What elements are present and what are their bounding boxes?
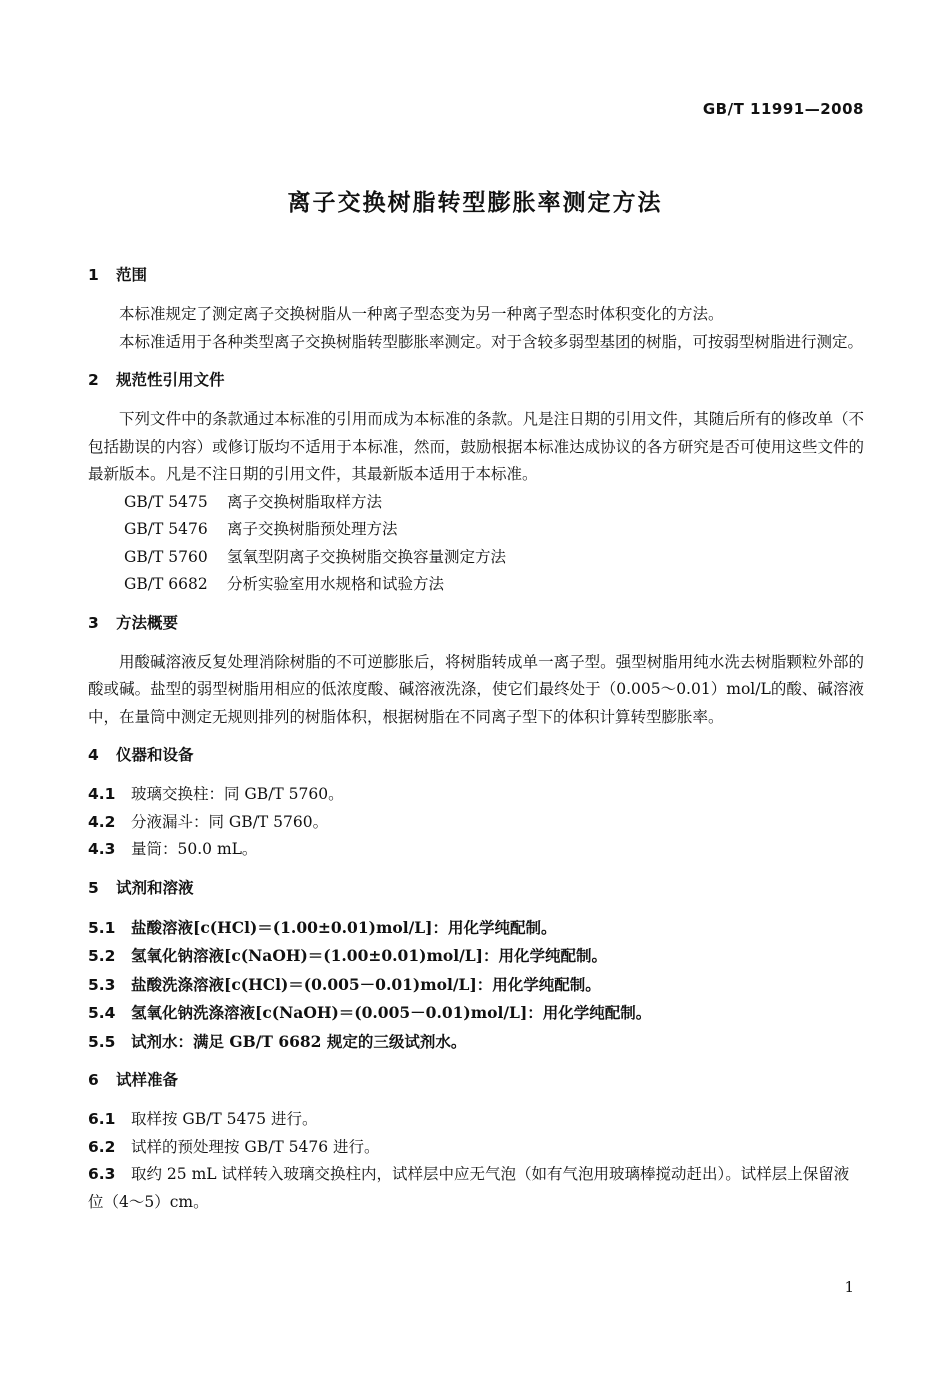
section-title: 方法概要: [116, 613, 179, 632]
clause-text: 量筒：50.0 mL。: [131, 840, 258, 858]
clause-text: 试样的预处理按 GB/T 5476 进行。: [131, 1137, 380, 1156]
clause-number: 6.2: [88, 1137, 116, 1156]
section-title: 范围: [116, 266, 148, 284]
clause-number: 6.1: [88, 1110, 116, 1128]
clause-text: 氢氧化钠溶液[c(NaOH)＝(1.00±0.01)mol/L]：用化学纯配制。: [131, 946, 607, 965]
page-number: 1: [844, 1278, 854, 1296]
section-2-heading: [88, 367, 864, 394]
reference-item: [88, 544, 864, 572]
clause-number: 6.3: [88, 1165, 116, 1183]
clause-item: [88, 1106, 864, 1134]
clause-number: 5.4: [88, 1004, 116, 1022]
section-3-heading: [88, 610, 864, 637]
document-body: [88, 262, 864, 1216]
section-4-heading: [88, 742, 864, 769]
clause-number: 4.1: [88, 785, 116, 803]
section-1-paragraph-2: 本标准适用于各种类型离子交换树脂转型膨胀率测定。对于含较多弱型基团的树脂，可按弱型树脂进行测定。: [119, 332, 864, 351]
sample-preparation-list: [88, 1106, 864, 1216]
reference-code: GB/T 5760: [124, 547, 208, 566]
reference-item: [88, 571, 864, 599]
reference-title: 离子交换树脂预处理方法: [227, 520, 398, 538]
section-number: 6: [88, 1071, 99, 1089]
clause-number: 5.5: [88, 1032, 116, 1051]
clause-number: 5.1: [88, 918, 116, 937]
clause-text: 试剂水：满足 GB/T 6682 规定的三级试剂水。: [131, 1031, 467, 1051]
clause-item: [88, 914, 864, 943]
clause-text: 盐酸溶液[c(HCl)＝(1.00±0.01)mol/L]：用化学纯配制。: [131, 917, 557, 937]
section-title: 仪器和设备: [116, 746, 194, 764]
reference-title: 分析实验室用水规格和试验方法: [227, 575, 445, 593]
reference-code: GB/T 5476: [124, 520, 208, 538]
section-6-heading: [88, 1067, 864, 1094]
clause-item: [88, 836, 864, 864]
clause-item: [88, 1028, 864, 1057]
section-1-heading: [88, 262, 864, 289]
clause-text: 取样按 GB/T 5475 进行。: [131, 1110, 318, 1128]
section-title: 试样准备: [116, 1071, 179, 1089]
reagent-list: [88, 914, 864, 1057]
section-number: 3: [88, 613, 99, 632]
apparatus-list: [88, 781, 864, 864]
clause-item: [88, 1134, 864, 1162]
reference-item: [88, 489, 864, 517]
clause-item: [88, 1161, 864, 1216]
section-5-heading: [88, 875, 864, 902]
clause-number: 4.3: [88, 840, 116, 858]
clause-number: 4.2: [88, 812, 116, 831]
clause-item: [88, 809, 864, 837]
clause-text: 玻璃交换柱：同 GB/T 5760。: [131, 785, 344, 803]
clause-item: [88, 781, 864, 809]
section-title: 规范性引用文件: [116, 371, 225, 389]
clause-text: 取约 25 mL 试样转入玻璃交换柱内，试样层中应无气泡（如有气泡用玻璃棒搅动赶出）。试样层上保留液位（4～5）cm。: [88, 1165, 850, 1211]
section-title: 试剂和溶液: [116, 878, 194, 897]
clause-item: [88, 942, 864, 971]
section-number: 1: [88, 266, 99, 284]
reference-code: GB/T 5475: [124, 492, 208, 511]
clause-item: [88, 971, 864, 1000]
reference-code: GB/T 6682: [124, 575, 208, 593]
standard-code: GB/T 11991—2008: [702, 100, 864, 118]
section-1-paragraph-1: 本标准规定了测定离子交换树脂从一种离子型态变为另一种离子型态时体积变化的方法。: [119, 305, 724, 323]
clause-number: 5.2: [88, 947, 116, 965]
clause-item: [88, 999, 864, 1028]
reference-item: [88, 516, 864, 544]
section-2-paragraph: 下列文件中的条款通过本标准的引用而成为本标准的条款。凡是注日期的引用文件，其随后所有的修改单（不包括勘误的内容）或修订版均不适用于本标准，然而，鼓励根据本标准达成协议的各方研究是否可使用这些文件的最新版本。凡是不注日期的引用文件，其最新版本适用于本标准。: [88, 410, 864, 483]
section-3-paragraph: 用酸碱溶液反复处理消除树脂的不可逆膨胀后，将树脂转成单一离子型。强型树脂用纯水洗去树脂颗粒外部的酸或碱。盐型的弱型树脂用相应的低浓度酸、碱溶液洗涤，使它们最终处于（0.005～0.01）mol/L的酸、碱溶液中，在量筒中测定无规则排列的树脂体积，根据树脂在不同离子型下的体积计算转型膨胀率。: [88, 652, 864, 726]
section-number: 5: [88, 878, 99, 897]
clause-number: 5.3: [88, 975, 116, 994]
reference-title: 氢氧型阴离子交换树脂交换容量测定方法: [227, 547, 507, 566]
section-number: 2: [88, 371, 99, 389]
reference-title: 离子交换树脂取样方法: [227, 492, 383, 511]
section-number: 4: [88, 746, 99, 764]
document-title: 离子交换树脂转型膨胀率测定方法: [287, 190, 663, 216]
clause-text: 盐酸洗涤溶液[c(HCl)＝(0.005－0.01)mol/L]：用化学纯配制。: [131, 974, 601, 994]
clause-text: 分液漏斗：同 GB/T 5760。: [131, 812, 329, 831]
normative-reference-list: [88, 489, 864, 599]
clause-text: 氢氧化钠洗涤溶液[c(NaOH)＝(0.005－0.01)mol/L]：用化学纯配制。: [131, 1003, 652, 1022]
